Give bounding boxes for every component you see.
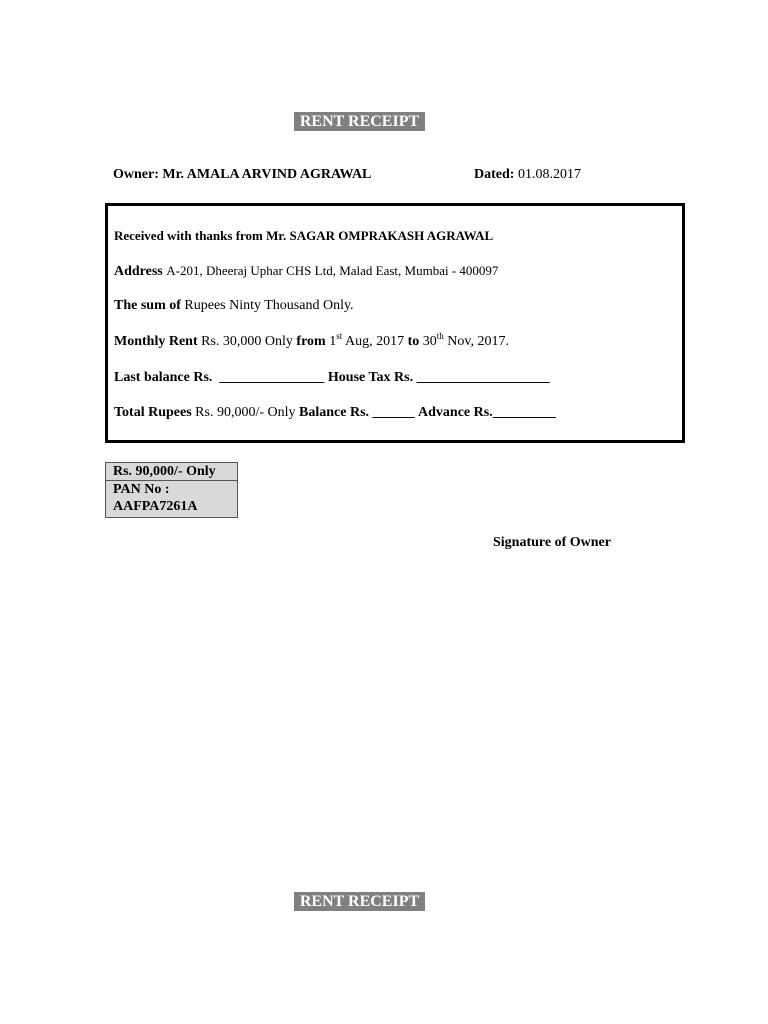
owner-name: Mr. AMALA ARVIND AGRAWAL (162, 167, 372, 182)
dated-line (474, 167, 581, 183)
received-line (114, 228, 493, 244)
pan-label: PAN No : (113, 482, 170, 497)
dated-label: Dated: (474, 167, 515, 182)
pan-value: AAFPA7261A (113, 499, 198, 514)
from-label: from (296, 334, 326, 349)
owner-label: Owner: (113, 167, 159, 182)
to-date (422, 331, 509, 349)
tenant-name: SAGAR OMPRAKASH AGRAWAL (289, 228, 494, 243)
house-tax-blank: ___________________ (416, 370, 550, 385)
total-line (114, 405, 556, 421)
monthly-rent-line (114, 331, 509, 350)
address-line (114, 263, 498, 280)
total-label: Total Rupees (114, 405, 192, 420)
owner-line (113, 167, 371, 183)
balance-blank: ______ (372, 405, 415, 420)
amount-pan-box (105, 462, 238, 518)
second-receipt-title: RENT RECEIPT (294, 892, 425, 911)
address-label: Address (114, 264, 163, 279)
receipt-title: RENT RECEIPT (294, 112, 425, 131)
sum-line (114, 298, 354, 314)
to-suffix: th (436, 331, 444, 341)
received-text: Received with thanks from Mr. (114, 228, 287, 243)
from-suffix: st (336, 331, 343, 341)
dated-value: 01.08.2017 (517, 167, 581, 182)
sum-label: The sum of (114, 298, 181, 313)
from-date (329, 331, 405, 349)
monthly-rent-label: Monthly Rent (114, 334, 198, 349)
last-balance-label: Last balance Rs. (114, 370, 213, 385)
house-tax-label: House Tax Rs. (327, 370, 414, 385)
total-value: Rs. 90,000/- Only (195, 405, 296, 420)
monthly-rent-value: Rs. 30,000 Only (201, 334, 293, 349)
balance-tax-line (114, 370, 550, 386)
owner-signature-label: Signature of Owner (493, 535, 611, 550)
last-balance-blank: _______________ (219, 370, 325, 385)
from-month-year: Aug, 2017 (344, 334, 405, 349)
receipt-details-box (105, 203, 685, 443)
balance-label: Balance Rs. (299, 405, 370, 420)
sum-value: Rupees Ninty Thousand Only. (184, 298, 354, 313)
address-value: A-201, Dheeraj Uphar CHS Ltd, Malad East, Mumbai - 400097 (166, 263, 499, 278)
to-month-year: Nov, 2017. (447, 334, 509, 349)
from-day: 1 (329, 334, 337, 349)
to-day: 30 (422, 334, 437, 349)
advance-label: Advance Rs. (418, 405, 493, 420)
advance-blank: _________ (492, 405, 556, 420)
to-label: to (407, 334, 420, 349)
amount-box-amount: Rs. 90,000/- Only (106, 463, 237, 481)
